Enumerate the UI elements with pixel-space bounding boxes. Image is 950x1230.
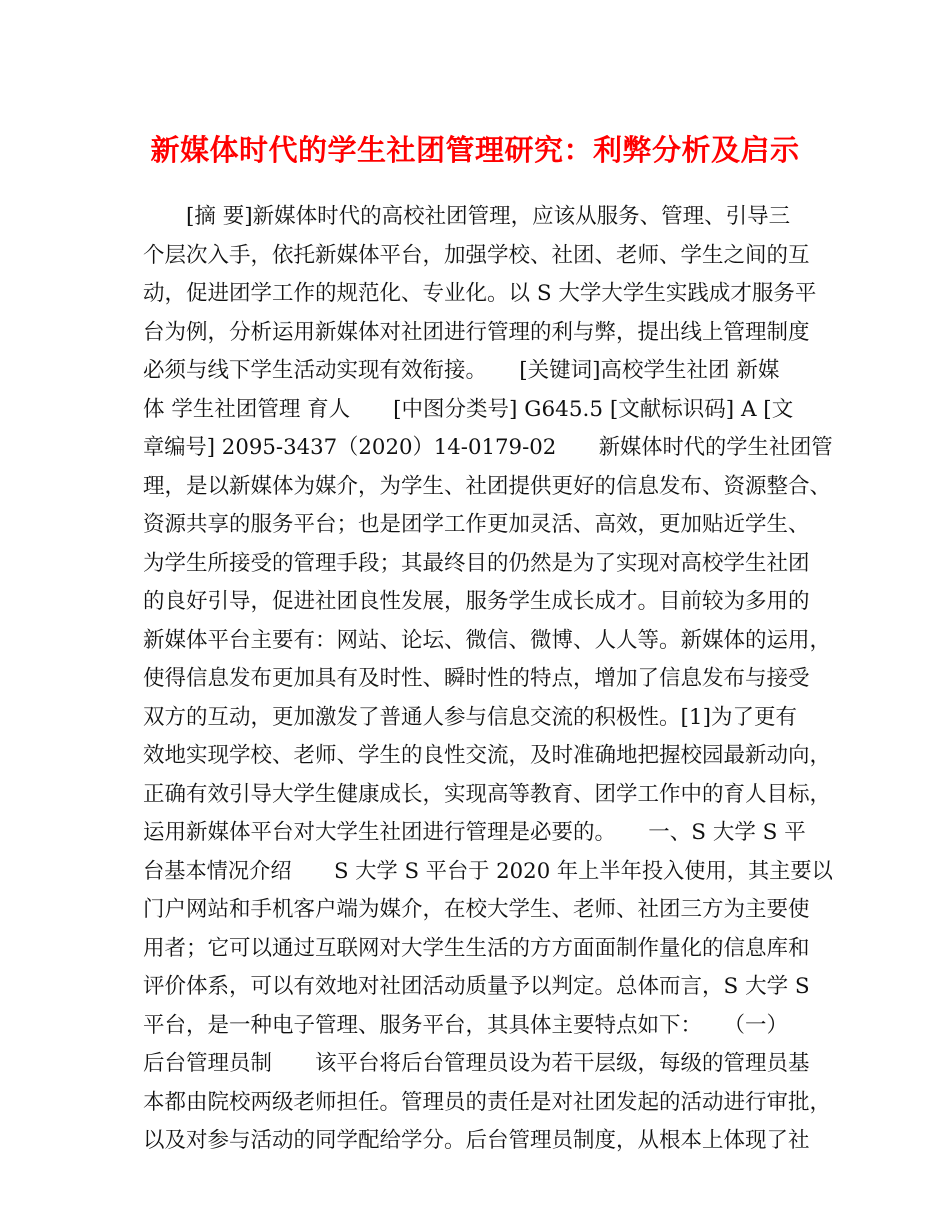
body-line: 评价体系，可以有效地对社团活动质量予以判定。总体而言，S 大学 S xyxy=(143,974,810,999)
body-line: 为学生所接受的管理手段；其最终目的仍然是为了实现对高校学生社团 xyxy=(143,550,810,576)
document-body xyxy=(143,198,833,1161)
body-line: 台基本情况介绍 S 大学 S 平台于 2020 年上半年投入使用，其主要以 xyxy=(143,858,833,884)
body-line: 门户网站和手机客户端为媒介，在校大学生、老师、社团三方为主要使 xyxy=(143,897,810,922)
body-line: 体 学生社团管理 育人 [中图分类号] G645.5 [文献标识码] A [文 xyxy=(143,396,794,422)
body-line: 效地实现学校、老师、学生的良性交流，及时准确地把握校园最新动向， xyxy=(143,743,832,768)
document-title: 新媒体时代的学生社团管理研究：利弊分析及启示 xyxy=(150,133,800,167)
body-line: 个层次入手，依托新媒体平台，加强学校、社团、老师、学生之间的互 xyxy=(143,242,810,268)
body-line: 运用新媒体平台对大学生社团进行管理是必要的。 一、S 大学 S 平 xyxy=(143,820,806,845)
body-line: 章编号] 2095-3437（2020）14-0179-02 新媒体时代的学生社团管 xyxy=(143,435,833,460)
body-line: 新媒体平台主要有：网站、论坛、微信、微博、人人等。新媒体的运用， xyxy=(143,627,832,653)
body-line: 的良好引导，促进社团良性发展，服务学生成长成才。目前较为多用的 xyxy=(143,589,810,614)
body-line: 本都由院校两级老师担任。管理员的责任是对社团发起的活动进行审批， xyxy=(143,1089,832,1115)
body-line: 资源共享的服务平台；也是团学工作更加灵活、高效，更加贴近学生、 xyxy=(143,512,810,537)
body-line: 必须与线下学生活动实现有效衔接。 [关键词]高校学生社团 新媒 xyxy=(143,358,780,383)
body-line: 正确有效引导大学生健康成长，实现高等教育、团学工作中的育人目标， xyxy=(143,781,832,807)
body-line: 动，促进团学工作的规范化、专业化。以 S 大学大学生实践成才服务平 xyxy=(143,281,817,306)
body-line: 平台，是一种电子管理、服务平台，其具体主要特点如下： （一） xyxy=(143,1012,789,1038)
body-line: [摘 要]新媒体时代的高校社团管理，应该从服务、管理、引导三 xyxy=(143,204,791,229)
body-line: 理，是以新媒体为媒介，为学生、社团提供更好的信息发布、资源整合、 xyxy=(143,473,832,499)
body-line: 台为例，分析运用新媒体对社团进行管理的利与弊，提出线上管理制度 xyxy=(143,319,810,345)
body-line: 双方的互动，更加激发了普通人参与信息交流的积极性。[1]为了更有 xyxy=(143,704,797,730)
body-line: 用者；它可以通过互联网对大学生生活的方方面面制作量化的信息库和 xyxy=(143,935,810,961)
body-line: 后台管理员制 该平台将后台管理员设为若干层级，每级的管理员基 xyxy=(143,1051,810,1076)
body-line: 以及对参与活动的同学配给学分。后台管理员制度，从根本上体现了社 xyxy=(143,1128,810,1153)
body-line: 使得信息发布更加具有及时性、瞬时性的特点，增加了信息发布与接受 xyxy=(143,666,810,691)
